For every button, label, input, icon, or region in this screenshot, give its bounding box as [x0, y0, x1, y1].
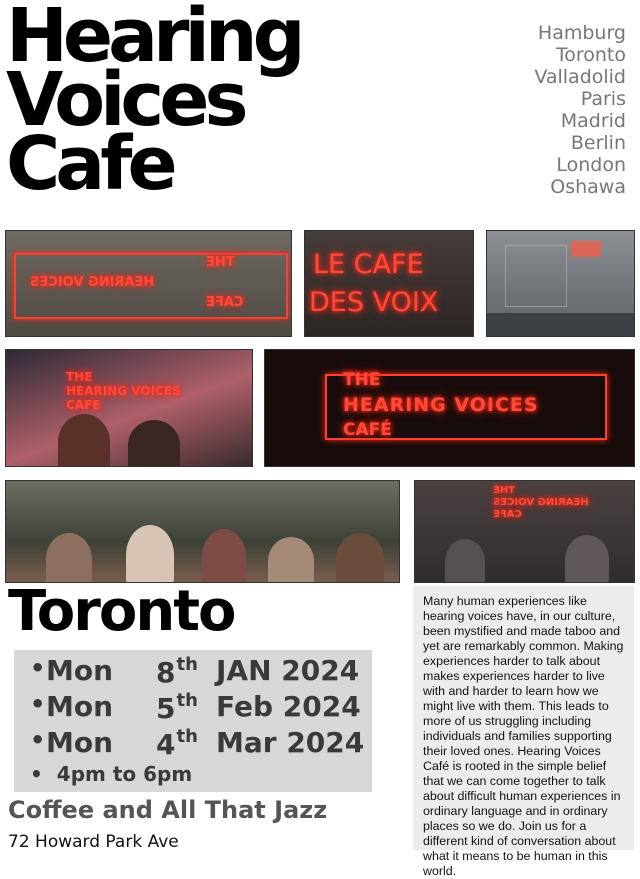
event-time: [30, 762, 192, 786]
date-suffix: th: [176, 690, 198, 711]
date-suffix: th: [176, 654, 198, 675]
neon-text: [493, 497, 589, 508]
photo-cafe-window: [486, 230, 635, 337]
event-dates: [14, 650, 372, 792]
photo-hearing-voices-cafe-sign: [264, 349, 635, 467]
time-text: 4pm to 6pm: [56, 762, 193, 786]
venue-address: 72 Howard Park Ave: [8, 832, 179, 852]
city-item: Madrid: [560, 110, 626, 132]
date-month-year: JAN 2024: [216, 654, 360, 687]
neon-line: HEARING VOICES: [493, 497, 589, 508]
photo-window-neon-sign-mirrored: [5, 230, 292, 337]
date-suffix: th: [176, 726, 198, 747]
description-text: Many human experiences like hearing voices have, in our culture, been mystified and made taboo and yet are remarkably common. Making experiences harder to talk about makes experiences harder to live with and harder to learn how we might live with them. This leads to more of us struggling including individuals and families supporting their loved ones. Hearing Voices Café is rooted in the simple belief that we can come together to talk about difficult human experiences in ordinary language and in ordinary places so we do. Join us for a different kind of conversation about what it means to be human in this world.: [413, 586, 634, 850]
city-item: Toronto: [555, 44, 626, 66]
neon-text: [206, 295, 243, 310]
neon-glow: [571, 241, 601, 257]
date-num: 8: [156, 656, 176, 689]
photo-evening-gathering: [414, 480, 635, 583]
date-day: Mon: [46, 726, 114, 759]
photo-le-cafe-des-voix: [304, 230, 474, 337]
bullet: •: [30, 690, 46, 718]
date-num: 4: [156, 728, 176, 761]
person: [128, 420, 180, 467]
person: [268, 537, 314, 583]
bullet: •: [30, 726, 46, 754]
date-month-year: Mar 2024: [216, 726, 365, 759]
venue-name: Coffee and All That Jazz: [8, 796, 328, 824]
neon-line: THE: [206, 255, 235, 270]
poster-title: [6, 0, 301, 207]
neon-text: [493, 509, 522, 520]
city-item: Oshawa: [550, 176, 626, 198]
date-number: [156, 654, 198, 689]
city-item: Paris: [580, 88, 626, 110]
neon-text: CAFE: [66, 398, 101, 412]
neon-text: THE: [343, 370, 381, 390]
person: [336, 533, 384, 583]
neon-line: THE: [493, 485, 516, 496]
date-month-year: Feb 2024: [216, 690, 361, 723]
neon-line: CAFE: [493, 509, 522, 520]
person: [58, 414, 110, 467]
window-frame: [505, 245, 567, 307]
photo-sign-and-visitors: [5, 349, 253, 467]
neon-text: LE CAFE: [313, 249, 424, 280]
neon-text: [493, 485, 515, 496]
bullet: •: [30, 762, 43, 786]
neon-text: [30, 275, 154, 290]
neon-text: [206, 255, 235, 270]
city-item: London: [556, 154, 626, 176]
counter: [487, 313, 635, 337]
city-item: Valladolid: [534, 66, 626, 88]
neon-text: DES VOIX: [309, 287, 439, 318]
title-line: Hearing: [6, 0, 301, 79]
neon-line: CAFE: [206, 295, 244, 310]
person: [565, 535, 609, 583]
city-item: Berlin: [570, 132, 626, 154]
neon-text: CAFÉ: [343, 420, 392, 440]
title-line: Cafe: [6, 121, 173, 207]
person: [46, 533, 92, 583]
neon-line: HEARING VOICES: [30, 275, 155, 290]
neon-text: HEARING VOICES: [66, 384, 181, 398]
date-number: [156, 726, 198, 761]
photo-group-gathering: [5, 480, 400, 583]
person: [126, 525, 174, 583]
date-number: [156, 690, 198, 725]
city-item: Hamburg: [537, 22, 626, 44]
neon-text: HEARING VOICES: [343, 394, 539, 416]
date-day: Mon: [46, 654, 114, 687]
person: [445, 539, 485, 583]
city-list: [466, 22, 626, 198]
city-heading: Toronto: [8, 579, 235, 644]
bullet: •: [30, 654, 46, 682]
date-num: 5: [156, 692, 176, 725]
neon-text: THE: [66, 370, 93, 384]
date-day: Mon: [46, 690, 114, 723]
title-line: Voices: [6, 57, 244, 143]
person: [202, 529, 246, 583]
